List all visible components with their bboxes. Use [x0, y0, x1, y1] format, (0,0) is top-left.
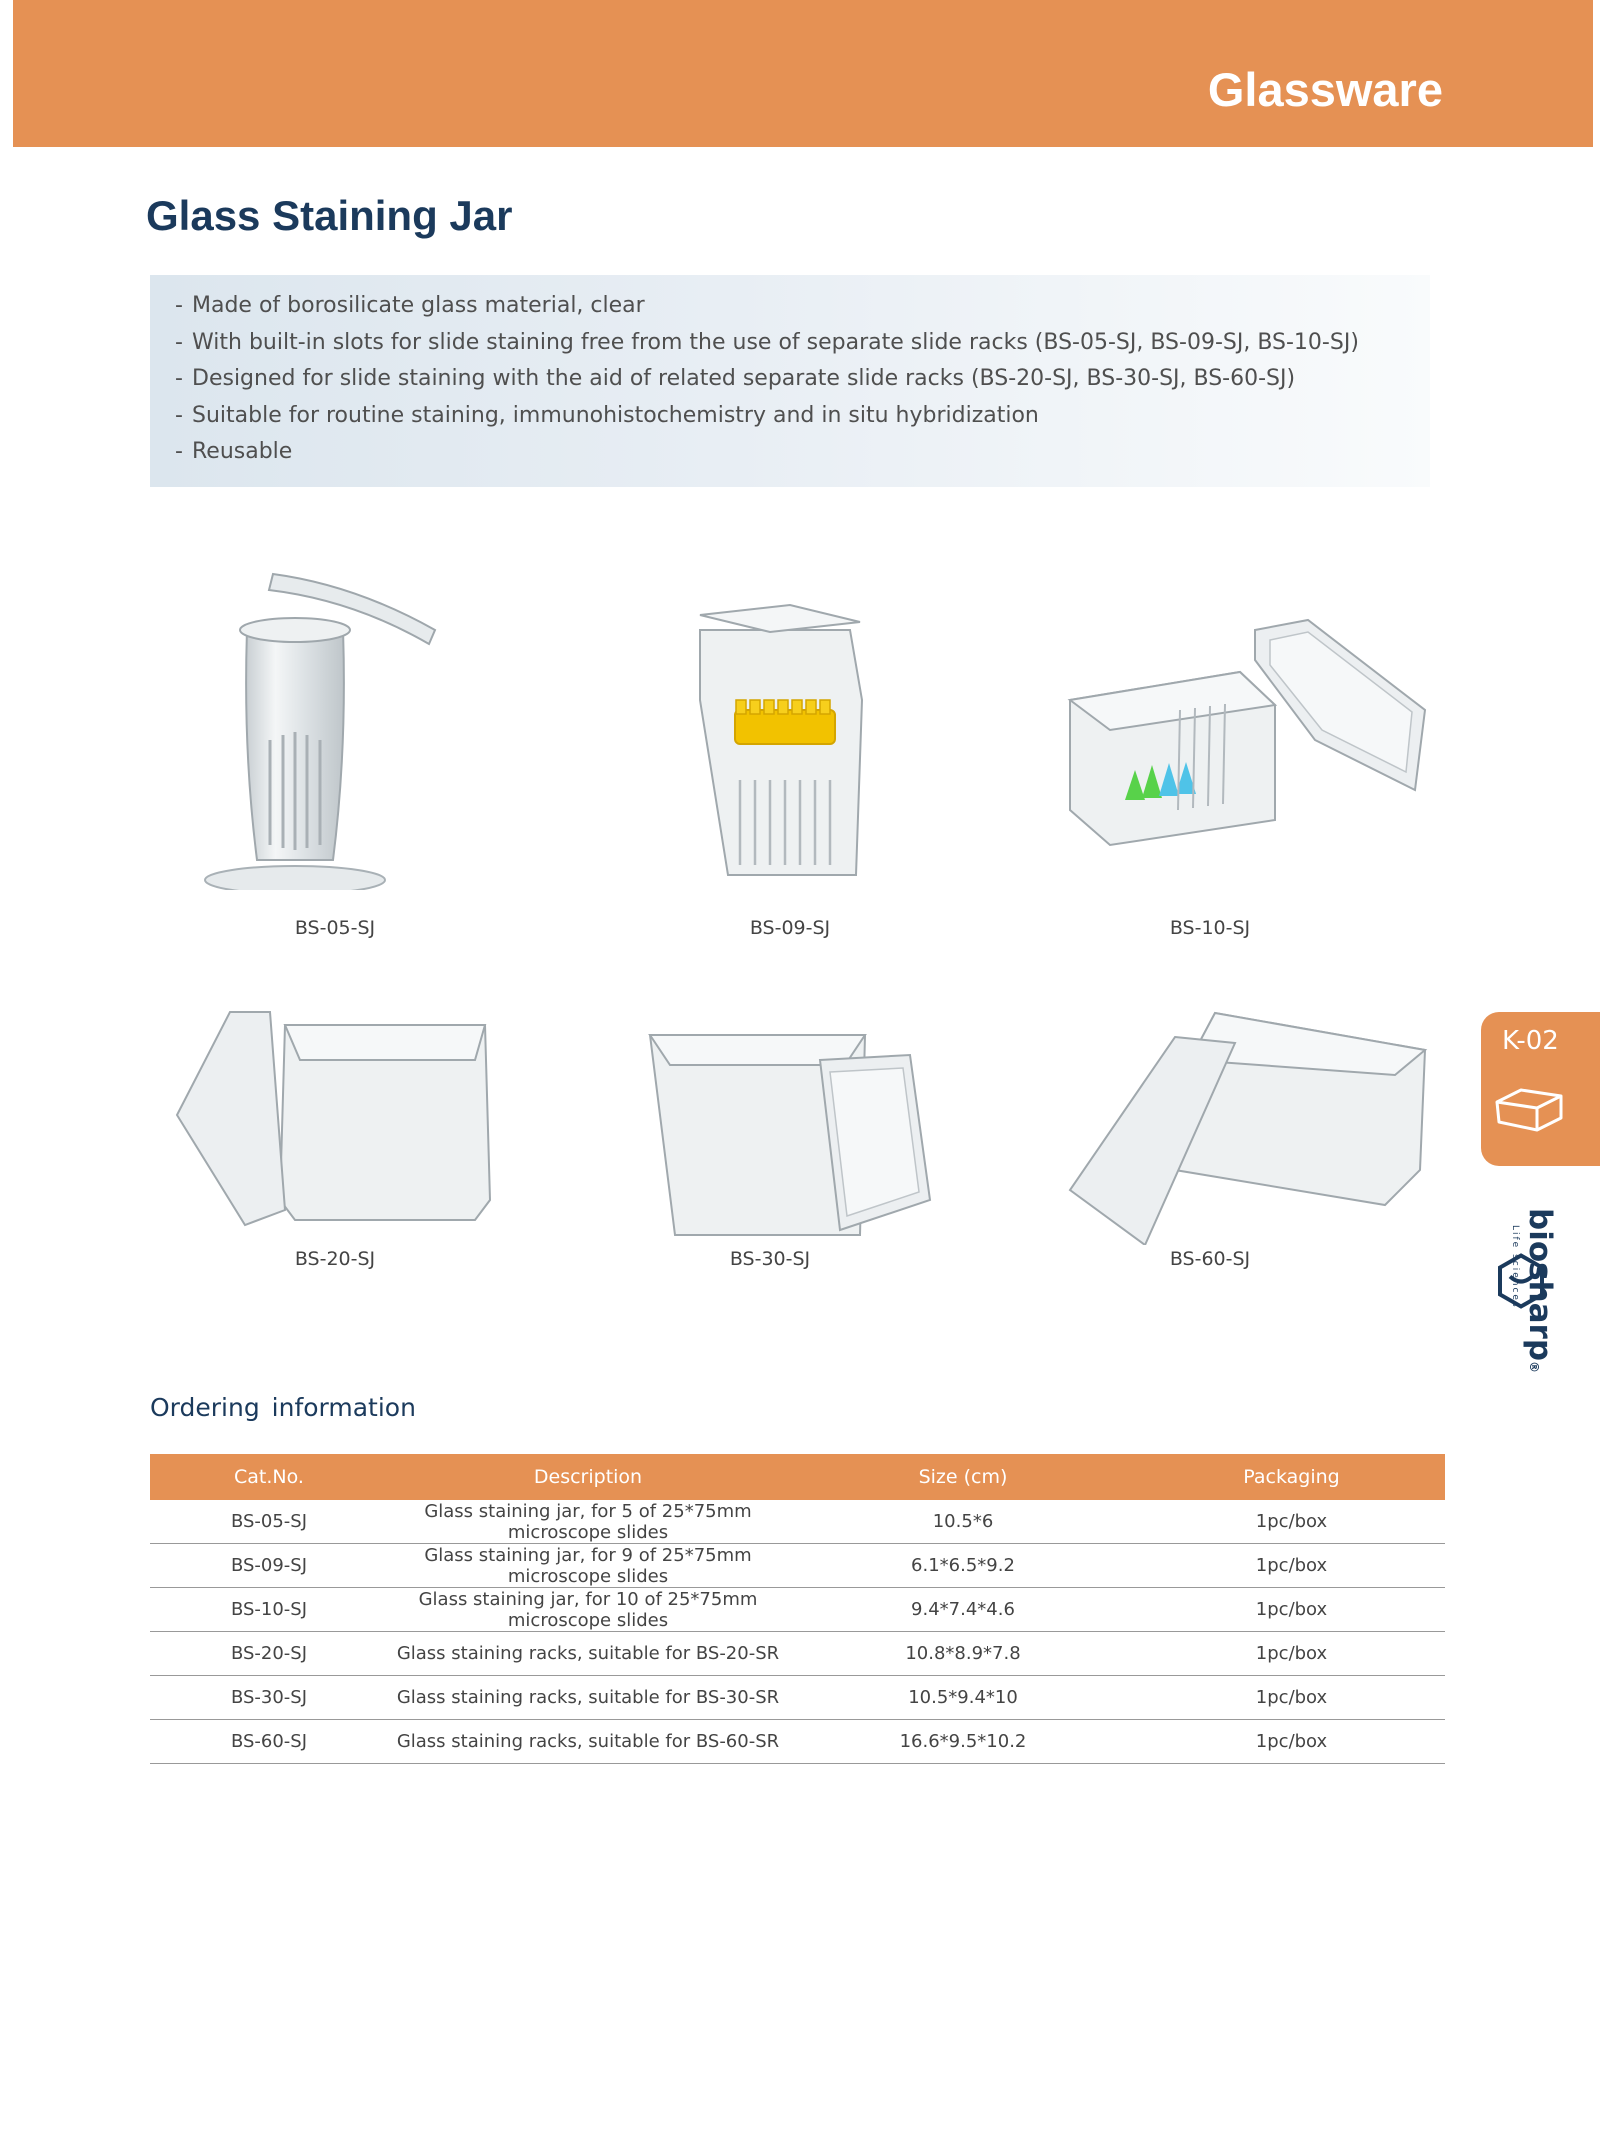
cell-description: Glass staining racks, suitable for BS-60-SR	[388, 1720, 788, 1764]
header-bar	[13, 0, 1593, 147]
feature-item	[175, 361, 1430, 398]
brand-name-text: biosharp	[1522, 1208, 1558, 1362]
column-header: Cat.No.	[150, 1454, 388, 1500]
cell-size: 9.4*7.4*4.6	[788, 1588, 1138, 1632]
product-label: BS-10-SJ	[1169, 917, 1251, 939]
table-row	[150, 1544, 1445, 1588]
feature-bullet: -	[175, 293, 183, 318]
cell-size: 10.5*9.4*10	[788, 1676, 1138, 1720]
feature-bullet: -	[175, 329, 183, 355]
table-row	[150, 1500, 1445, 1544]
cell-packaging: 1pc/box	[1138, 1500, 1445, 1544]
cell-description: Glass staining racks, suitable for BS-30-SR	[388, 1676, 788, 1720]
cell-cat-no: BS-60-SJ	[150, 1720, 388, 1764]
cell-cat-no: BS-30-SJ	[150, 1676, 388, 1720]
brand-mark: ®	[1527, 1361, 1541, 1374]
feature-item	[175, 434, 1430, 471]
rectangular-jar-green-slides-image	[1060, 560, 1430, 890]
cell-cat-no: BS-05-SJ	[150, 1500, 388, 1544]
box-icon	[1491, 1072, 1571, 1142]
column-header: Size (cm)	[788, 1454, 1138, 1500]
feature-bullet: -	[175, 439, 183, 464]
cell-size: 10.5*6	[788, 1500, 1138, 1544]
feature-item	[175, 325, 1430, 362]
cell-description: Glass staining jar, for 10 of 25*75mm microscope slides	[388, 1588, 788, 1632]
header-title: Glassware	[1207, 63, 1443, 116]
brand-name	[1522, 1208, 1558, 1374]
cell-packaging: 1pc/box	[1138, 1632, 1445, 1676]
product-bs-60-sj	[1065, 1005, 1445, 1325]
cell-size: 6.1*6.5*9.2	[788, 1544, 1138, 1588]
square-jar-yellow-rack-image	[640, 560, 940, 890]
cell-description: Glass staining jar, for 9 of 25*75mm microscope slides	[388, 1544, 788, 1588]
rectangular-jar-open-lid-image	[175, 1000, 505, 1240]
product-bs-05-sj	[185, 560, 565, 939]
product-bs-30-sj	[645, 1020, 1025, 1340]
product-bs-09-sj	[640, 560, 1020, 939]
table-row	[150, 1676, 1445, 1720]
feature-text: Suitable for routine staining, immunohistochemistry and in situ hybridization	[192, 402, 1039, 428]
product-label: BS-60-SJ	[1169, 1248, 1251, 1270]
square-jar-leaning-lid-image	[645, 1020, 945, 1250]
features-box	[150, 275, 1430, 487]
cell-cat-no: BS-10-SJ	[150, 1588, 388, 1632]
product-label: BS-30-SJ	[729, 1248, 811, 1270]
page-title: Glass Staining Jar	[146, 192, 513, 239]
product-bs-10-sj	[1060, 560, 1440, 939]
ordering-table	[150, 1454, 1445, 1764]
tall-coplin-jar-image	[185, 560, 485, 890]
feature-text: Reusable	[192, 439, 293, 464]
product-label: BS-05-SJ	[294, 917, 376, 939]
product-bs-20-sj	[175, 1000, 555, 1320]
cell-packaging: 1pc/box	[1138, 1588, 1445, 1632]
table-row	[150, 1720, 1445, 1764]
product-label: BS-09-SJ	[749, 917, 831, 939]
column-header: Description	[388, 1454, 788, 1500]
feature-bullet: -	[175, 402, 183, 428]
table-row	[150, 1588, 1445, 1632]
feature-text: Designed for slide staining with the aid of related separate slide racks (BS-20-SJ, BS-30-SJ, BS-60-SJ)	[192, 366, 1296, 391]
side-tab	[1481, 1012, 1600, 1166]
cell-size: 10.8*8.9*7.8	[788, 1632, 1138, 1676]
cell-packaging: 1pc/box	[1138, 1676, 1445, 1720]
product-label: BS-20-SJ	[294, 1248, 376, 1270]
cell-cat-no: BS-20-SJ	[150, 1632, 388, 1676]
features-list	[150, 275, 1430, 471]
table-header-row	[150, 1454, 1445, 1500]
feature-text: Made of borosilicate glass material, clear	[192, 293, 645, 318]
cell-cat-no: BS-09-SJ	[150, 1544, 388, 1588]
cell-description: Glass staining jar, for 5 of 25*75mm microscope slides	[388, 1500, 788, 1544]
table-row	[150, 1632, 1445, 1676]
large-rectangular-jar-lid-image	[1065, 1005, 1435, 1245]
feature-text: With built-in slots for slide staining free from the use of separate slide racks (BS-05-SJ, BS-09-SJ, BS-10-SJ)	[192, 329, 1359, 355]
cell-size: 16.6*9.5*10.2	[788, 1720, 1138, 1764]
feature-item	[175, 288, 1430, 325]
cell-packaging: 1pc/box	[1138, 1720, 1445, 1764]
feature-item	[175, 398, 1430, 435]
feature-bullet: -	[175, 366, 183, 391]
cell-packaging: 1pc/box	[1138, 1544, 1445, 1588]
cell-description: Glass staining racks, suitable for BS-20-SR	[388, 1632, 788, 1676]
ordering-title: Ordering information	[150, 1393, 416, 1422]
column-header: Packaging	[1138, 1454, 1445, 1500]
brand-tagline: Life sciences	[1510, 1225, 1520, 1309]
side-tab-label: K-02	[1502, 1026, 1559, 1056]
